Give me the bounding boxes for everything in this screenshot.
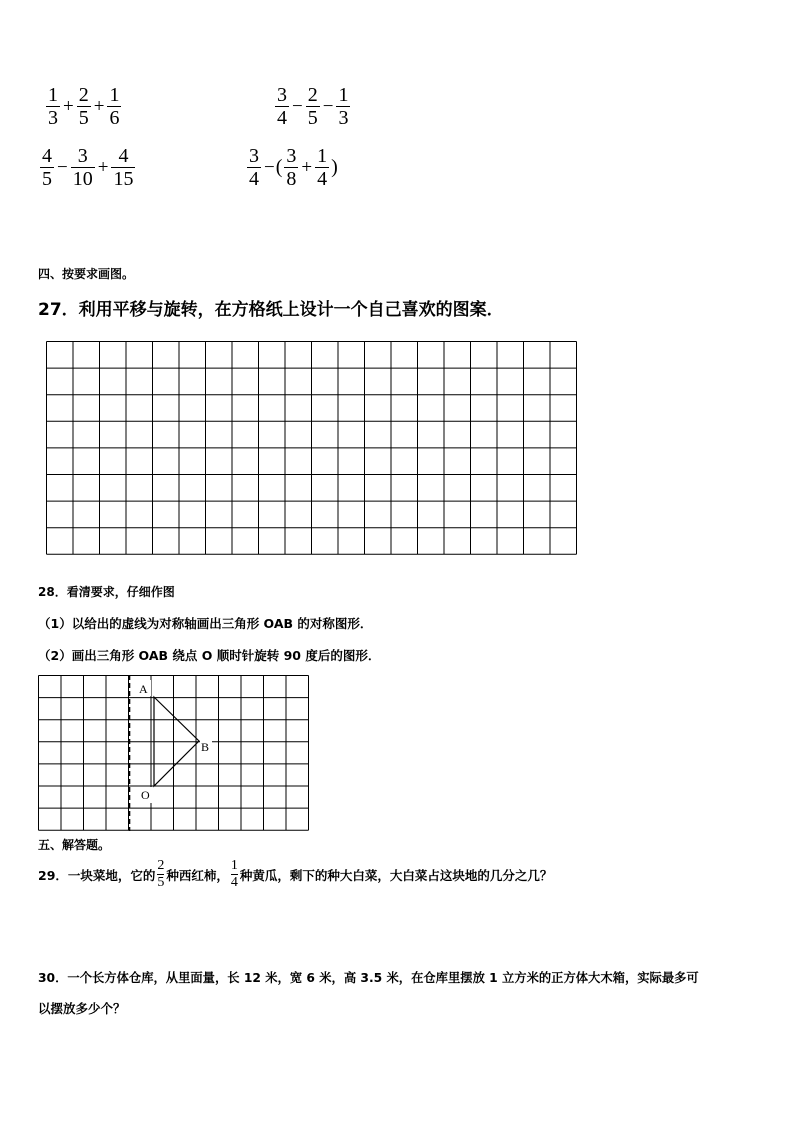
- q27-grid-paper: [46, 341, 580, 556]
- left-paren: (: [275, 156, 283, 178]
- q29-text: 29．一块菜地，它的 $\frac{2}{5}$ 种西红柿， $\frac{1}{4}$ 种黄瓜，剩下的种大白菜，大白菜占这块地的几分之几？: [38, 858, 553, 890]
- fraction: $\frac{1}{6}$: [109, 84, 120, 129]
- operator: +: [97, 157, 109, 178]
- fraction: $\frac{1}{4}$: [317, 145, 328, 190]
- fraction: $\frac{1}{3}$: [48, 84, 58, 129]
- section-5-title: 五、解答题。: [38, 838, 111, 852]
- operator: +: [93, 96, 105, 117]
- fraction: $\frac{1}{4}$: [230, 858, 238, 890]
- section-4-title: 四、按要求画图。: [38, 267, 135, 281]
- operator: +: [63, 96, 74, 117]
- q28-part1: （1）以给出的虚线为对称轴画出三角形 OAB 的对称图形．: [38, 616, 373, 631]
- label-o: O: [141, 788, 150, 802]
- q28-title: 28．看清要求，仔细作图: [38, 585, 175, 599]
- operator: −: [292, 96, 303, 117]
- fraction: $\frac{4}{5}$: [42, 145, 52, 190]
- q28-part2: （2）画出三角形 OAB 绕点 O 顺时针旋转 90 度后的图形．: [38, 648, 381, 663]
- fraction: $\frac{3}{10}$: [72, 145, 93, 190]
- expression-3: [38, 145, 137, 190]
- fraction: $\frac{4}{15}$: [113, 145, 134, 190]
- q30-line2: 以摆放多少个？: [38, 1001, 126, 1016]
- expression-2: [273, 84, 352, 129]
- q28-grid-figure: [38, 675, 313, 831]
- expression-4: [245, 145, 338, 190]
- fraction: $\frac{3}{4}$: [277, 84, 287, 129]
- label-b: B: [201, 740, 210, 754]
- fraction: $\frac{2}{5}$: [78, 84, 89, 129]
- operator: −: [322, 96, 334, 117]
- q27-text: 27．利用平移与旋转，在方格纸上设计一个自己喜欢的图案．: [38, 300, 504, 320]
- operator: +: [301, 157, 313, 178]
- operator: −: [264, 157, 275, 178]
- q30-line1: 30．一个长方体仓库，从里面量，长 12 米，宽 6 米，高 3.5 米，在仓库里摆放 1 立方米的正方体大木箱，实际最多可: [38, 971, 699, 985]
- fraction: $\frac{3}{4}$: [249, 145, 259, 190]
- right-paren: ): [331, 156, 338, 178]
- fraction: $\frac{2}{5}$: [307, 84, 318, 129]
- fraction: $\frac{2}{5}$: [157, 858, 165, 890]
- fraction: $\frac{1}{3}$: [338, 84, 349, 129]
- fraction: $\frac{3}{8}$: [286, 145, 297, 190]
- operator: −: [57, 157, 68, 178]
- expression-1: [44, 84, 123, 129]
- label-a: A: [139, 682, 148, 696]
